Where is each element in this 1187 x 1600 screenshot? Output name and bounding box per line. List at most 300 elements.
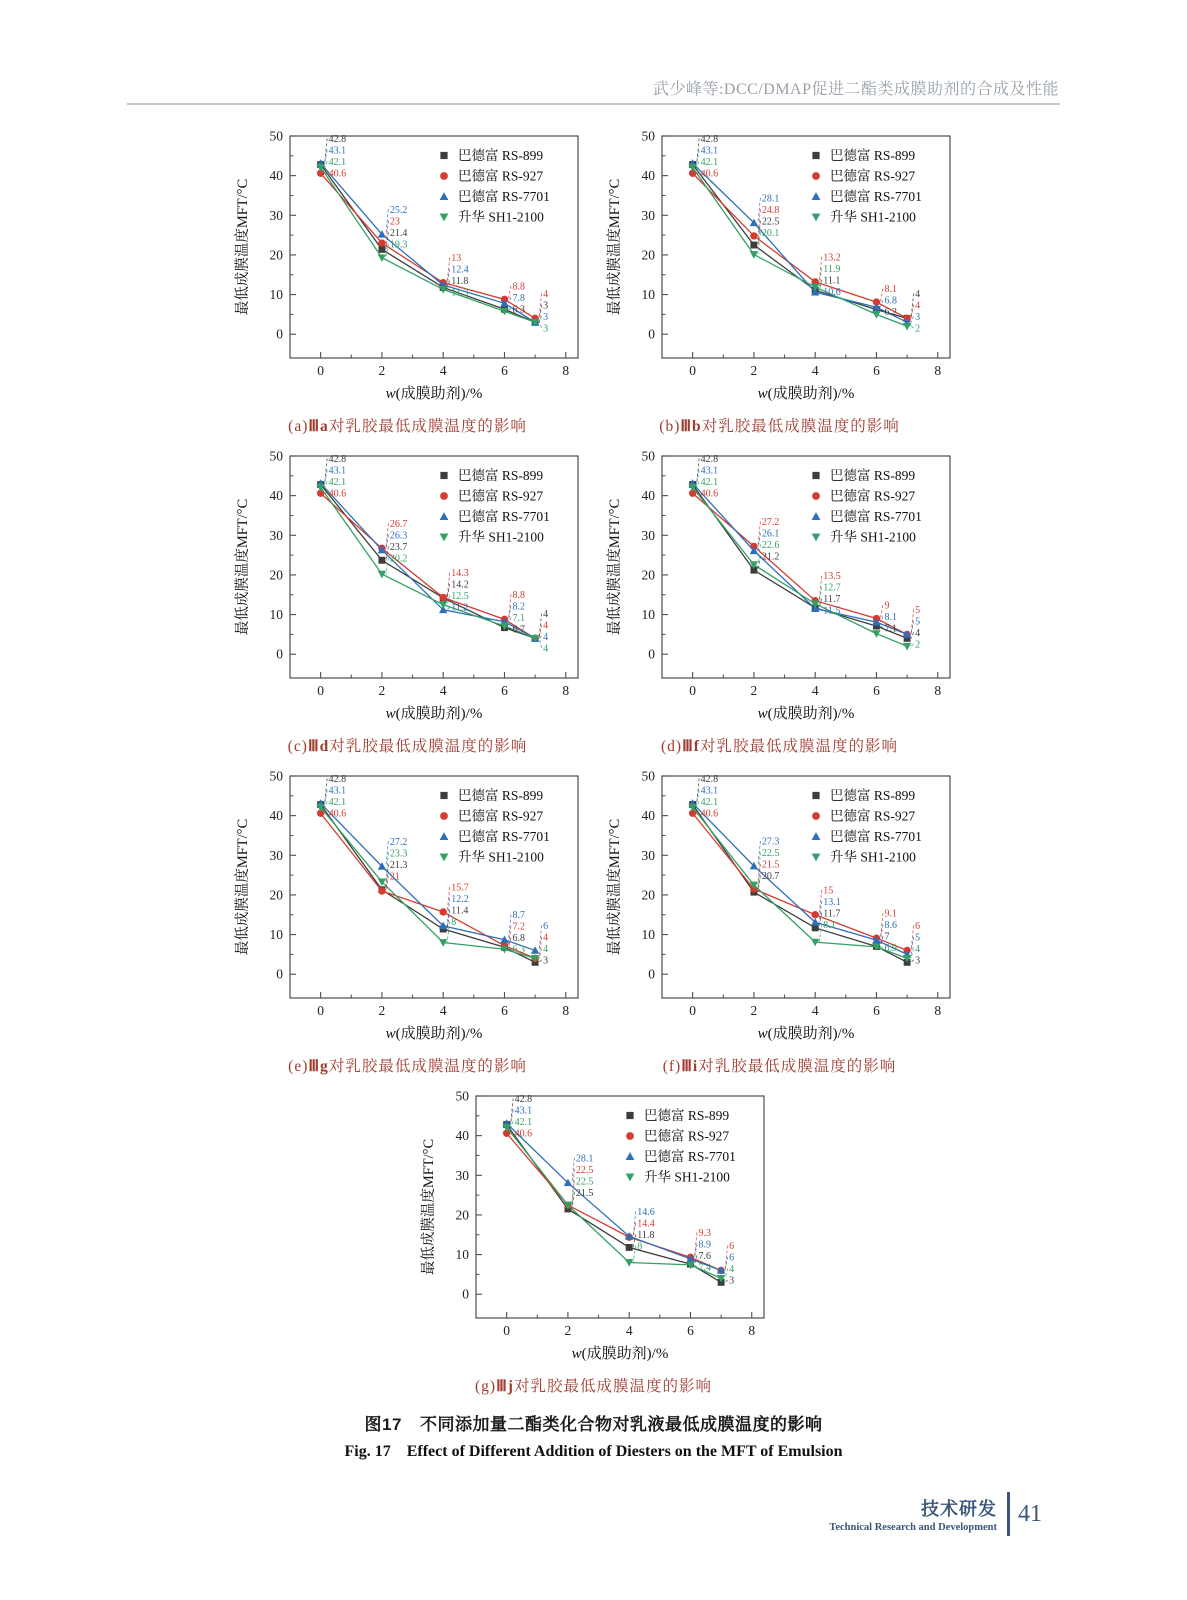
svg-text:43.1: 43.1 bbox=[328, 785, 346, 797]
legend bbox=[439, 467, 549, 545]
svg-text:50: 50 bbox=[641, 128, 655, 144]
y-axis-label: 最低成膜温度MFT/°C bbox=[234, 498, 251, 636]
svg-text:8.7: 8.7 bbox=[511, 910, 525, 922]
svg-text:0: 0 bbox=[275, 646, 283, 662]
svg-text:4: 4 bbox=[914, 300, 920, 312]
svg-text:巴德富 RS-7701: 巴德富 RS-7701 bbox=[829, 829, 922, 844]
svg-text:10: 10 bbox=[269, 287, 283, 303]
caption-prefix: (f) bbox=[662, 1058, 682, 1075]
chart-panel-e bbox=[228, 766, 588, 1054]
svg-text:20: 20 bbox=[269, 567, 283, 583]
caption-text: 对乳胶最低成膜温度的影响 bbox=[328, 1058, 527, 1075]
svg-text:13: 13 bbox=[450, 253, 461, 265]
svg-text:3: 3 bbox=[914, 311, 920, 323]
x-axis-label: w(成膜助剂)/% bbox=[571, 1346, 668, 1362]
data-labels bbox=[324, 454, 547, 655]
svg-text:6: 6 bbox=[728, 1240, 734, 1252]
footer bbox=[829, 1492, 1042, 1536]
chart-row-4 bbox=[0, 1086, 1187, 1396]
figure-caption-en bbox=[0, 1443, 1187, 1461]
svg-text:14.3: 14.3 bbox=[450, 568, 469, 580]
svg-text:6: 6 bbox=[686, 1323, 694, 1338]
svg-text:6: 6 bbox=[872, 363, 880, 378]
chart-svg-b bbox=[600, 126, 960, 414]
svg-text:8: 8 bbox=[450, 916, 456, 928]
svg-text:巴德富 RS-7701: 巴德富 RS-7701 bbox=[829, 189, 922, 204]
svg-text:42.1: 42.1 bbox=[700, 796, 718, 808]
svg-text:30: 30 bbox=[269, 847, 283, 863]
svg-text:50: 50 bbox=[269, 448, 283, 464]
svg-text:巴德富 RS-927: 巴德富 RS-927 bbox=[457, 168, 543, 184]
footer-divider bbox=[1007, 1492, 1010, 1536]
svg-text:22.5: 22.5 bbox=[761, 216, 779, 228]
y-axis-label: 最低成膜温度MFT/°C bbox=[606, 178, 623, 316]
svg-text:4: 4 bbox=[439, 363, 447, 378]
svg-text:40.6: 40.6 bbox=[700, 488, 718, 500]
svg-text:40: 40 bbox=[269, 808, 283, 824]
svg-text:5: 5 bbox=[914, 604, 920, 616]
svg-text:0: 0 bbox=[502, 1323, 510, 1338]
svg-text:5: 5 bbox=[914, 616, 920, 628]
svg-text:7.6: 7.6 bbox=[697, 1250, 711, 1262]
footer-section-cn: 技术研发 bbox=[921, 1499, 997, 1519]
svg-text:42.1: 42.1 bbox=[328, 476, 346, 488]
svg-text:10: 10 bbox=[269, 927, 283, 943]
svg-text:7.8: 7.8 bbox=[511, 292, 525, 304]
svg-text:6.9: 6.9 bbox=[883, 943, 897, 955]
svg-text:40.6: 40.6 bbox=[328, 168, 346, 180]
svg-text:13.5: 13.5 bbox=[822, 571, 841, 583]
caption-prefix: (a) bbox=[288, 418, 309, 435]
svg-text:6: 6 bbox=[914, 920, 920, 932]
caption-prefix: (b) bbox=[659, 418, 681, 435]
chart-block-f bbox=[600, 766, 960, 1076]
svg-text:6.2: 6.2 bbox=[883, 307, 897, 319]
page-number: 41 bbox=[1018, 1500, 1042, 1527]
svg-text:13.1: 13.1 bbox=[822, 896, 841, 908]
data-labels bbox=[696, 454, 919, 651]
svg-text:6: 6 bbox=[542, 920, 548, 932]
svg-text:14.6: 14.6 bbox=[636, 1206, 655, 1218]
svg-text:10: 10 bbox=[641, 607, 655, 623]
svg-text:23: 23 bbox=[389, 216, 400, 228]
svg-text:4: 4 bbox=[542, 943, 548, 955]
svg-text:20: 20 bbox=[455, 1207, 469, 1223]
y-axis-label: 最低成膜温度MFT/°C bbox=[234, 818, 251, 956]
svg-text:10: 10 bbox=[641, 927, 655, 943]
svg-text:巴德富 RS-7701: 巴德富 RS-7701 bbox=[457, 509, 550, 524]
svg-text:42.8: 42.8 bbox=[328, 773, 346, 785]
svg-text:8.1: 8.1 bbox=[822, 919, 836, 931]
svg-text:30: 30 bbox=[269, 527, 283, 543]
caption-prefix: (g) bbox=[475, 1378, 497, 1395]
caption-prefix: (d) bbox=[661, 738, 683, 755]
legend bbox=[625, 1107, 735, 1185]
svg-text:巴德富 RS-899: 巴德富 RS-899 bbox=[457, 468, 543, 483]
svg-text:12.2: 12.2 bbox=[450, 893, 469, 905]
svg-text:2: 2 bbox=[750, 683, 757, 698]
svg-text:4: 4 bbox=[811, 363, 819, 378]
svg-text:12.7: 12.7 bbox=[822, 582, 841, 594]
chart-panel-a bbox=[228, 126, 588, 414]
caption-code: Ⅲj bbox=[496, 1378, 514, 1395]
legend bbox=[811, 787, 921, 865]
svg-text:巴德富 RS-927: 巴德富 RS-927 bbox=[643, 1128, 729, 1144]
chart-row-3 bbox=[0, 766, 1187, 1076]
svg-text:6.8: 6.8 bbox=[883, 295, 897, 307]
chart-svg-e bbox=[228, 766, 588, 1054]
chart-svg-g bbox=[414, 1086, 774, 1374]
svg-text:8: 8 bbox=[561, 363, 569, 378]
svg-text:6.7: 6.7 bbox=[511, 624, 525, 636]
figure-content bbox=[0, 126, 1187, 1461]
svg-text:20.2: 20.2 bbox=[389, 553, 407, 565]
svg-text:2: 2 bbox=[914, 639, 920, 651]
svg-text:11.7: 11.7 bbox=[822, 908, 840, 920]
axes bbox=[269, 129, 578, 379]
svg-text:50: 50 bbox=[641, 768, 655, 784]
chart-block-b bbox=[600, 126, 960, 436]
svg-text:巴德富 RS-7701: 巴德富 RS-7701 bbox=[643, 1149, 736, 1164]
svg-text:11.9: 11.9 bbox=[822, 263, 840, 275]
svg-text:26.3: 26.3 bbox=[389, 530, 407, 542]
svg-text:2: 2 bbox=[378, 363, 385, 378]
svg-text:40.6: 40.6 bbox=[514, 1128, 532, 1140]
panel-caption-e bbox=[228, 1054, 588, 1076]
svg-text:0: 0 bbox=[275, 326, 283, 342]
svg-text:0: 0 bbox=[316, 1003, 324, 1018]
svg-text:23.3: 23.3 bbox=[389, 848, 407, 860]
footer-section bbox=[829, 1495, 1005, 1533]
svg-text:9: 9 bbox=[883, 600, 889, 612]
svg-text:2: 2 bbox=[378, 683, 385, 698]
svg-text:8.9: 8.9 bbox=[697, 1239, 711, 1251]
svg-text:22.5: 22.5 bbox=[575, 1164, 593, 1176]
axes bbox=[641, 769, 950, 1019]
svg-text:43.1: 43.1 bbox=[700, 145, 718, 157]
svg-text:40: 40 bbox=[269, 168, 283, 184]
svg-text:40: 40 bbox=[455, 1128, 469, 1144]
caption-code: Ⅲi bbox=[681, 1058, 699, 1075]
svg-text:15: 15 bbox=[822, 885, 833, 897]
svg-text:20: 20 bbox=[641, 567, 655, 583]
svg-text:42.1: 42.1 bbox=[328, 796, 346, 808]
caption-text: 对乳胶最低成膜温度的影响 bbox=[328, 418, 527, 435]
svg-text:22.5: 22.5 bbox=[575, 1176, 593, 1188]
y-axis-label: 最低成膜温度MFT/°C bbox=[606, 818, 623, 956]
svg-text:13.2: 13.2 bbox=[822, 252, 841, 264]
svg-text:15.7: 15.7 bbox=[450, 882, 469, 894]
svg-text:30: 30 bbox=[641, 847, 655, 863]
svg-text:0: 0 bbox=[275, 966, 283, 982]
chart-block-g bbox=[414, 1086, 774, 1396]
svg-text:巴德富 RS-899: 巴德富 RS-899 bbox=[643, 1108, 729, 1123]
svg-text:3: 3 bbox=[914, 955, 920, 967]
svg-text:21.5: 21.5 bbox=[761, 859, 779, 871]
panel-caption-g bbox=[414, 1374, 774, 1396]
svg-text:巴德富 RS-7701: 巴德富 RS-7701 bbox=[829, 509, 922, 524]
svg-text:20: 20 bbox=[269, 247, 283, 263]
svg-text:40: 40 bbox=[641, 168, 655, 184]
svg-text:23.7: 23.7 bbox=[389, 541, 407, 553]
chart-block-c bbox=[228, 446, 588, 756]
svg-text:巴德富 RS-7701: 巴德富 RS-7701 bbox=[457, 829, 550, 844]
svg-text:40: 40 bbox=[269, 488, 283, 504]
chart-panel-d bbox=[600, 446, 960, 734]
svg-text:8: 8 bbox=[747, 1323, 755, 1338]
svg-text:4: 4 bbox=[542, 288, 548, 300]
svg-text:巴德富 RS-927: 巴德富 RS-927 bbox=[829, 168, 915, 184]
svg-text:40.6: 40.6 bbox=[700, 808, 718, 820]
svg-text:4: 4 bbox=[439, 1003, 447, 1018]
svg-text:6: 6 bbox=[872, 683, 880, 698]
figure-title-en: Effect of Different Addition of Diesters on the MFT of Emulsion bbox=[406, 1443, 843, 1460]
footer-section-en: Technical Research and Development bbox=[829, 1522, 997, 1533]
legend bbox=[811, 467, 921, 545]
legend bbox=[811, 147, 921, 225]
svg-text:4: 4 bbox=[542, 631, 548, 643]
svg-text:升华 SH1-2100: 升华 SH1-2100 bbox=[457, 849, 544, 865]
svg-text:30: 30 bbox=[269, 207, 283, 223]
svg-text:7.4: 7.4 bbox=[697, 1262, 711, 1274]
axes bbox=[455, 1089, 764, 1339]
svg-text:4: 4 bbox=[542, 620, 548, 632]
x-axis-label: w(成膜助剂)/% bbox=[757, 386, 854, 402]
svg-text:7.1: 7.1 bbox=[883, 623, 897, 635]
svg-text:4: 4 bbox=[542, 608, 548, 620]
svg-text:25.2: 25.2 bbox=[389, 204, 407, 216]
y-axis-label: 最低成膜温度MFT/°C bbox=[606, 498, 623, 636]
x-axis-label: w(成膜助剂)/% bbox=[385, 1026, 482, 1042]
y-axis-label: 最低成膜温度MFT/°C bbox=[234, 178, 251, 316]
svg-text:42.8: 42.8 bbox=[700, 453, 718, 465]
svg-text:6.3: 6.3 bbox=[511, 944, 525, 956]
svg-text:50: 50 bbox=[269, 768, 283, 784]
panel-caption-a bbox=[228, 414, 588, 436]
svg-text:22.6: 22.6 bbox=[761, 539, 779, 551]
svg-text:43.1: 43.1 bbox=[328, 465, 346, 477]
svg-text:42.8: 42.8 bbox=[328, 133, 346, 145]
svg-text:巴德富 RS-7701: 巴德富 RS-7701 bbox=[457, 189, 550, 204]
svg-text:巴德富 RS-927: 巴德富 RS-927 bbox=[829, 808, 915, 824]
svg-text:3: 3 bbox=[542, 323, 548, 335]
svg-text:42.8: 42.8 bbox=[700, 133, 718, 145]
svg-text:14.4: 14.4 bbox=[636, 1218, 655, 1230]
svg-text:升华 SH1-2100: 升华 SH1-2100 bbox=[643, 1169, 730, 1185]
chart-svg-f bbox=[600, 766, 960, 1054]
chart-panel-b bbox=[600, 126, 960, 414]
caption-text: 对乳胶最低成膜温度的影响 bbox=[698, 1058, 897, 1075]
caption-text: 对乳胶最低成膜温度的影响 bbox=[329, 738, 528, 755]
svg-text:11.1: 11.1 bbox=[822, 275, 840, 287]
svg-text:11.3: 11.3 bbox=[450, 287, 468, 299]
chart-panel-f bbox=[600, 766, 960, 1054]
caption-code: Ⅲg bbox=[308, 1058, 329, 1075]
svg-text:巴德富 RS-927: 巴德富 RS-927 bbox=[457, 488, 543, 504]
svg-text:巴德富 RS-927: 巴德富 RS-927 bbox=[457, 808, 543, 824]
caption-text: 对乳胶最低成膜温度的影响 bbox=[699, 738, 898, 755]
svg-text:40: 40 bbox=[641, 808, 655, 824]
svg-text:0: 0 bbox=[688, 683, 696, 698]
axes bbox=[641, 129, 950, 379]
svg-text:6: 6 bbox=[872, 1003, 880, 1018]
svg-text:巴德富 RS-927: 巴德富 RS-927 bbox=[829, 488, 915, 504]
svg-text:9.1: 9.1 bbox=[883, 908, 897, 920]
svg-text:12.4: 12.4 bbox=[450, 264, 469, 276]
caption-prefix: (c) bbox=[287, 738, 308, 755]
figure-number-en: Fig. 17 bbox=[344, 1443, 391, 1460]
svg-text:40.6: 40.6 bbox=[700, 168, 718, 180]
svg-text:10.6: 10.6 bbox=[822, 286, 841, 298]
svg-text:42.8: 42.8 bbox=[700, 773, 718, 785]
svg-text:0: 0 bbox=[647, 326, 655, 342]
svg-text:0: 0 bbox=[688, 363, 696, 378]
svg-text:11.7: 11.7 bbox=[822, 594, 840, 606]
svg-text:巴德富 RS-899: 巴德富 RS-899 bbox=[829, 468, 915, 483]
svg-text:4: 4 bbox=[914, 627, 920, 639]
svg-text:8.8: 8.8 bbox=[511, 281, 525, 293]
svg-text:8: 8 bbox=[933, 1003, 941, 1018]
svg-text:7.2: 7.2 bbox=[511, 921, 525, 933]
chart-row-2 bbox=[0, 446, 1187, 756]
svg-text:4: 4 bbox=[542, 932, 548, 944]
svg-text:6: 6 bbox=[728, 1252, 734, 1264]
svg-text:8: 8 bbox=[561, 1003, 569, 1018]
svg-text:巴德富 RS-899: 巴德富 RS-899 bbox=[457, 788, 543, 803]
svg-text:19.3: 19.3 bbox=[389, 239, 407, 251]
svg-text:21.4: 21.4 bbox=[389, 227, 407, 239]
svg-text:11.2: 11.2 bbox=[450, 602, 468, 614]
svg-text:50: 50 bbox=[455, 1088, 469, 1104]
svg-text:4: 4 bbox=[439, 683, 447, 698]
svg-text:11.8: 11.8 bbox=[450, 276, 468, 288]
data-labels bbox=[696, 134, 919, 335]
svg-text:30: 30 bbox=[641, 207, 655, 223]
svg-text:50: 50 bbox=[269, 128, 283, 144]
svg-text:2: 2 bbox=[750, 1003, 757, 1018]
header-rule bbox=[127, 103, 1060, 105]
svg-text:0: 0 bbox=[688, 1003, 696, 1018]
series--rs-899 bbox=[689, 161, 910, 322]
svg-text:8: 8 bbox=[561, 683, 569, 698]
chart-block-e bbox=[228, 766, 588, 1076]
caption-code: Ⅲa bbox=[308, 418, 329, 435]
svg-text:42.8: 42.8 bbox=[328, 453, 346, 465]
panel-caption-f bbox=[600, 1054, 960, 1076]
chart-svg-d bbox=[600, 446, 960, 734]
caption-text: 对乳胶最低成膜温度的影响 bbox=[513, 1378, 712, 1395]
svg-text:40: 40 bbox=[641, 488, 655, 504]
svg-text:11.4: 11.4 bbox=[450, 905, 468, 917]
svg-text:11.5: 11.5 bbox=[822, 605, 840, 617]
caption-text: 对乳胶最低成膜温度的影响 bbox=[701, 418, 900, 435]
svg-text:4: 4 bbox=[914, 288, 920, 300]
svg-text:巴德富 RS-899: 巴德富 RS-899 bbox=[829, 148, 915, 163]
svg-text:21.2: 21.2 bbox=[761, 551, 779, 563]
svg-text:27.2: 27.2 bbox=[389, 836, 407, 848]
svg-text:43.1: 43.1 bbox=[328, 145, 346, 157]
svg-text:42.8: 42.8 bbox=[514, 1093, 532, 1105]
svg-text:10: 10 bbox=[641, 287, 655, 303]
svg-text:8.8: 8.8 bbox=[511, 589, 525, 601]
svg-text:21: 21 bbox=[389, 871, 400, 883]
svg-text:20.1: 20.1 bbox=[761, 227, 779, 239]
svg-text:升华 SH1-2100: 升华 SH1-2100 bbox=[829, 849, 916, 865]
svg-text:27.3: 27.3 bbox=[761, 836, 779, 848]
svg-text:40.6: 40.6 bbox=[328, 488, 346, 500]
svg-text:42.1: 42.1 bbox=[328, 156, 346, 168]
figure-caption-cn bbox=[0, 1410, 1187, 1435]
x-axis-label: w(成膜助剂)/% bbox=[385, 706, 482, 722]
chart-block-d bbox=[600, 446, 960, 756]
svg-text:22.5: 22.5 bbox=[761, 847, 779, 859]
svg-text:6: 6 bbox=[500, 1003, 508, 1018]
caption-code: Ⅲd bbox=[307, 738, 330, 755]
svg-text:26.7: 26.7 bbox=[389, 518, 407, 530]
svg-text:2: 2 bbox=[914, 323, 920, 335]
svg-text:21.3: 21.3 bbox=[389, 859, 407, 871]
svg-text:0: 0 bbox=[316, 683, 324, 698]
svg-text:8: 8 bbox=[636, 1241, 642, 1253]
caption-code: Ⅲb bbox=[680, 418, 702, 435]
svg-text:4: 4 bbox=[728, 1263, 734, 1275]
svg-text:3: 3 bbox=[728, 1275, 734, 1287]
svg-text:2: 2 bbox=[750, 363, 757, 378]
svg-text:7.1: 7.1 bbox=[511, 612, 525, 624]
svg-text:30: 30 bbox=[641, 527, 655, 543]
panel-caption-c bbox=[228, 734, 588, 756]
figure-number-cn: 图17 bbox=[364, 1415, 402, 1434]
svg-text:40.6: 40.6 bbox=[328, 808, 346, 820]
data-labels bbox=[324, 134, 547, 335]
svg-text:28.1: 28.1 bbox=[575, 1153, 593, 1165]
svg-text:43.1: 43.1 bbox=[514, 1105, 532, 1117]
svg-text:14.2: 14.2 bbox=[450, 579, 469, 591]
caption-code: Ⅲf bbox=[682, 738, 700, 755]
caption-prefix: (e) bbox=[288, 1058, 309, 1075]
svg-text:26.1: 26.1 bbox=[761, 528, 779, 540]
x-axis-label: w(成膜助剂)/% bbox=[757, 1026, 854, 1042]
legend bbox=[439, 147, 549, 225]
figure-title-cn: 不同添加量二酯类化合物对乳液最低成膜温度的影响 bbox=[419, 1415, 823, 1434]
svg-text:8: 8 bbox=[933, 363, 941, 378]
svg-text:30: 30 bbox=[455, 1167, 469, 1183]
svg-text:43.1: 43.1 bbox=[700, 785, 718, 797]
svg-text:27.2: 27.2 bbox=[761, 516, 779, 528]
svg-text:42.1: 42.1 bbox=[514, 1116, 532, 1128]
axes bbox=[269, 769, 578, 1019]
svg-text:3: 3 bbox=[542, 955, 548, 967]
panel-caption-b bbox=[600, 414, 960, 436]
svg-text:升华 SH1-2100: 升华 SH1-2100 bbox=[457, 529, 544, 545]
svg-text:8.6: 8.6 bbox=[883, 920, 897, 932]
svg-text:21.5: 21.5 bbox=[575, 1187, 593, 1199]
svg-text:6.3: 6.3 bbox=[511, 304, 525, 316]
svg-text:8: 8 bbox=[933, 683, 941, 698]
chart-panel-c bbox=[228, 446, 588, 734]
svg-text:3: 3 bbox=[542, 311, 548, 323]
svg-text:6.8: 6.8 bbox=[511, 933, 525, 945]
svg-text:7: 7 bbox=[883, 931, 889, 943]
chart-row-1 bbox=[0, 126, 1187, 436]
svg-text:4: 4 bbox=[625, 1323, 633, 1338]
legend bbox=[439, 787, 549, 865]
svg-text:巴德富 RS-899: 巴德富 RS-899 bbox=[829, 788, 915, 803]
svg-text:42.1: 42.1 bbox=[700, 476, 718, 488]
svg-text:20: 20 bbox=[641, 247, 655, 263]
svg-text:28.1: 28.1 bbox=[761, 193, 779, 205]
y-axis-label: 最低成膜温度MFT/°C bbox=[420, 1138, 437, 1276]
